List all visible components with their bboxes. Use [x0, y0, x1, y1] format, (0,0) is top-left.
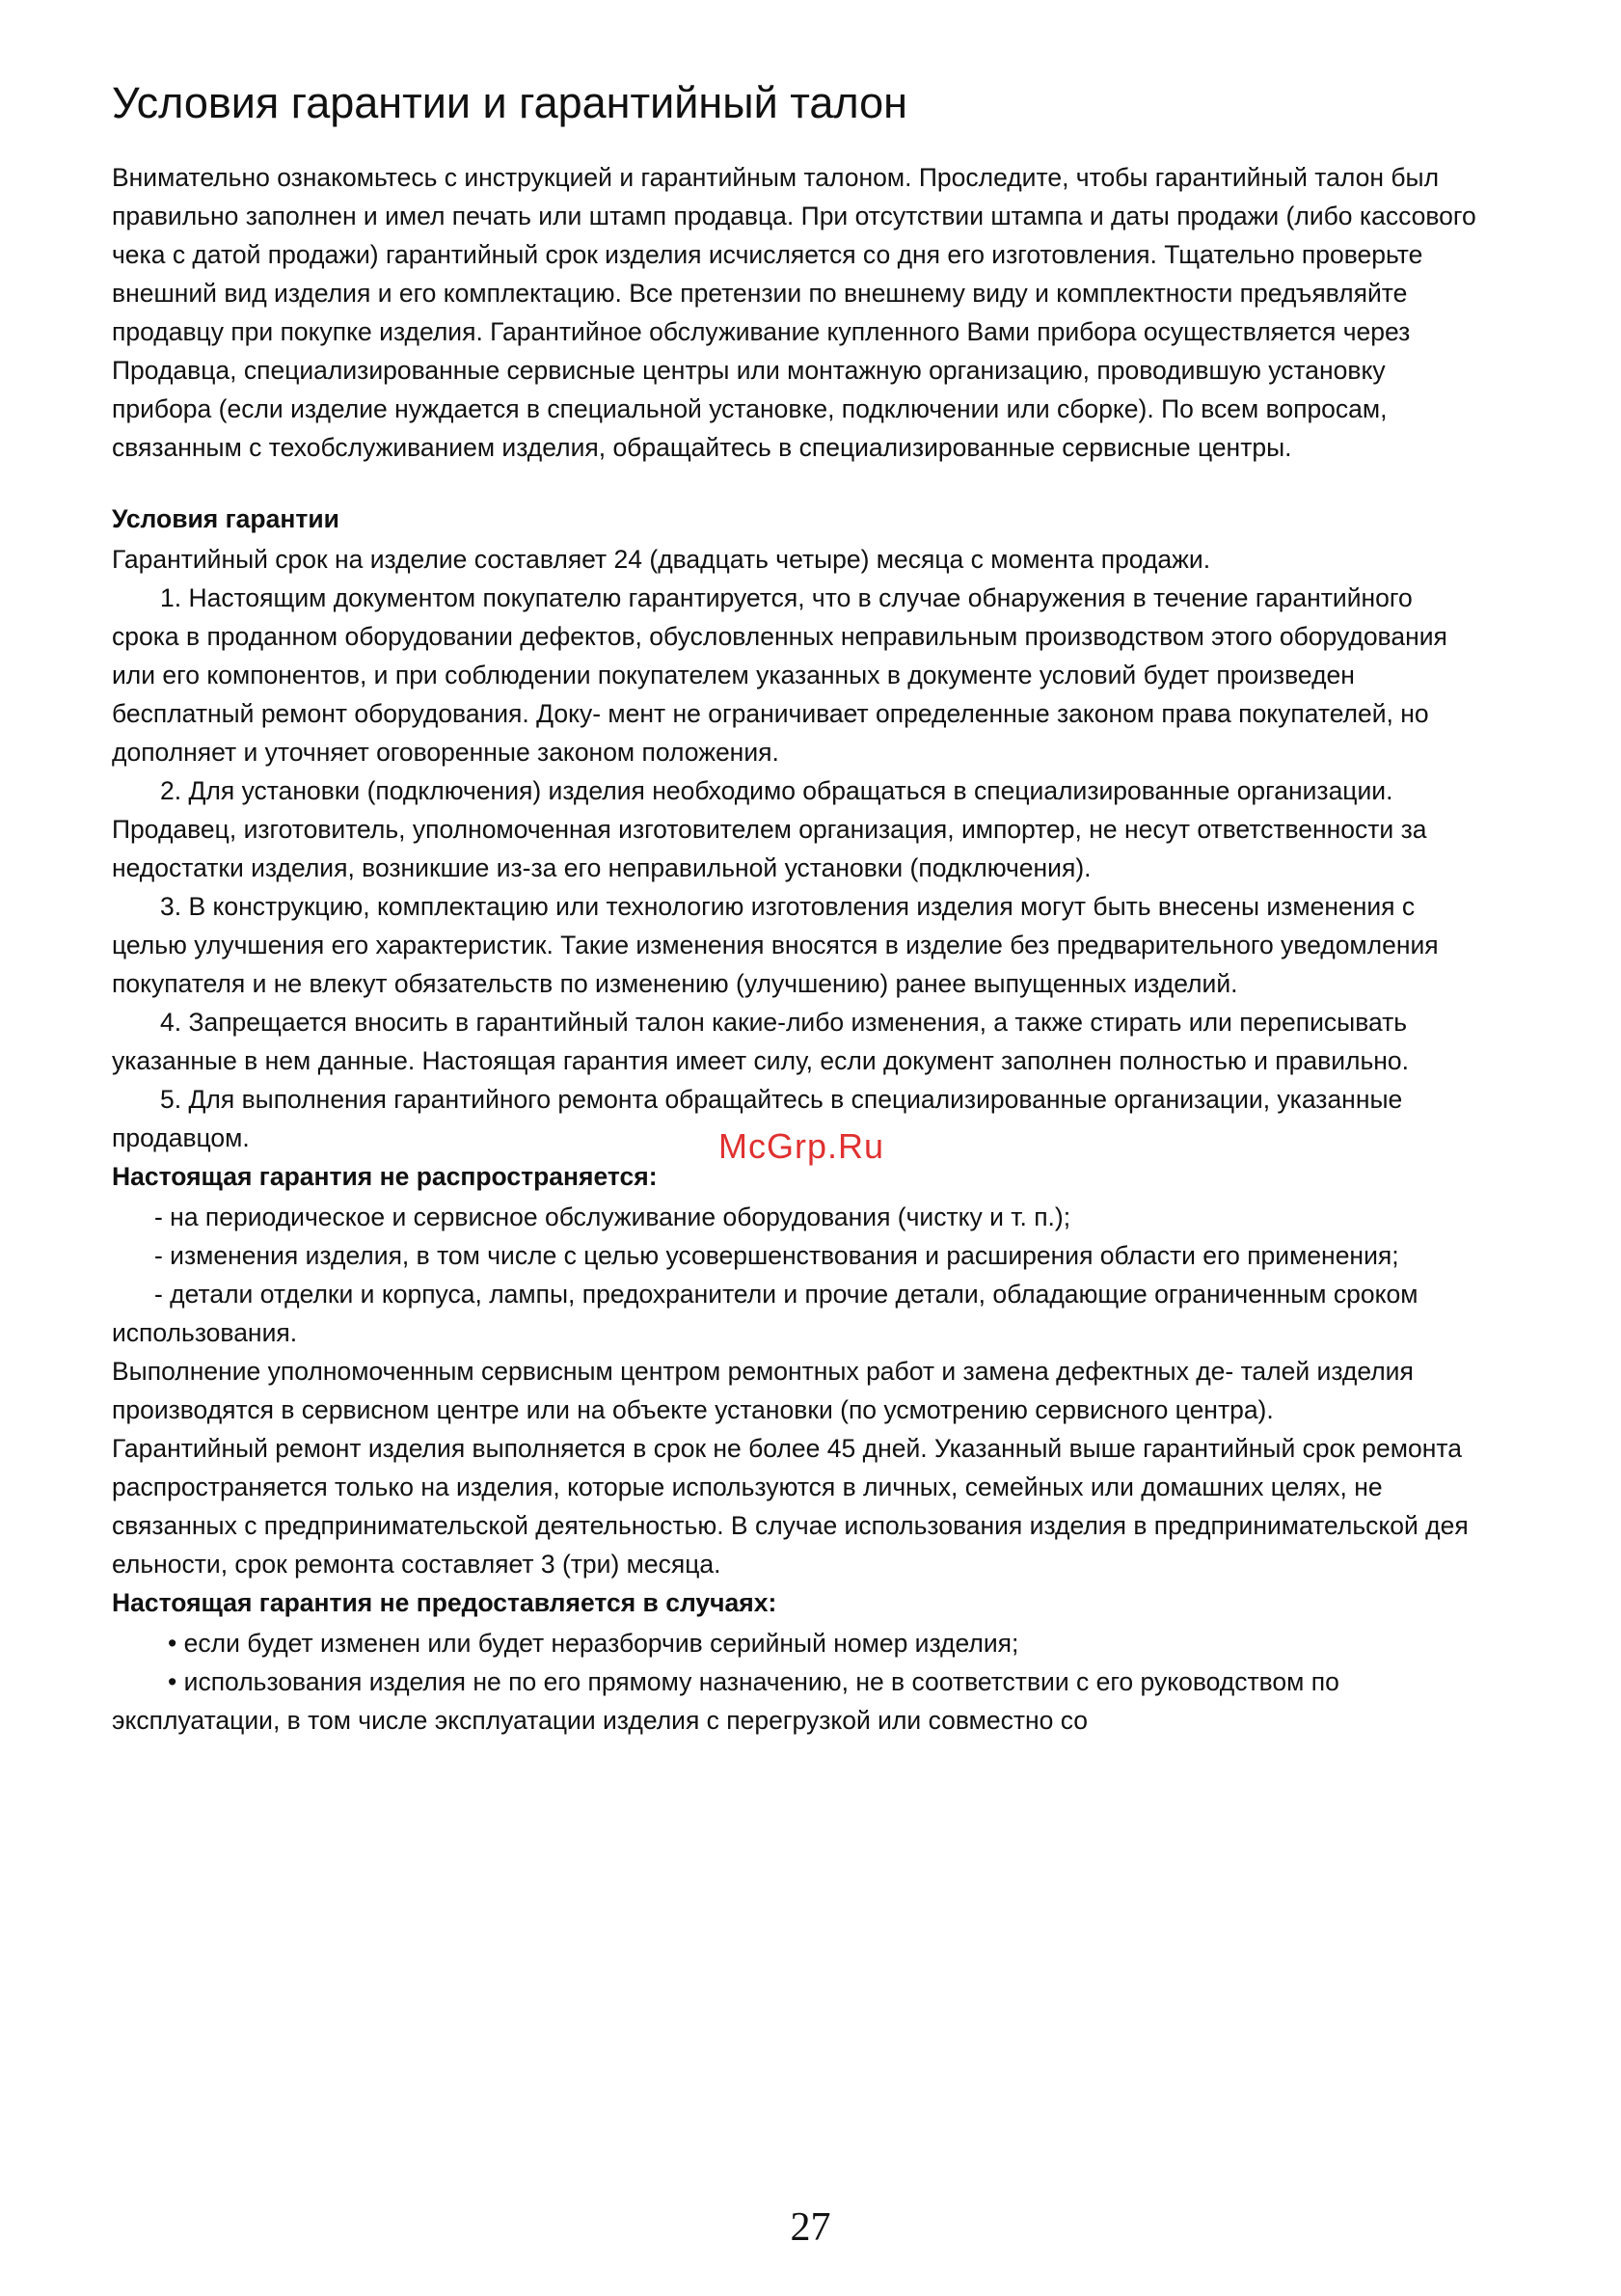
- condition-item-3: 3. В конструкцию, комплектацию или технологию изготовления изделия могут быть внесены изменения с целью улучшения его характеристик. Такие изменения вносятся в изделие без предварительного уведомления покупателя и не влекут обязательств по изменению (улучшению) ранее выпущенных изделий.: [112, 892, 1439, 998]
- watermark: McGrp.Ru: [718, 1126, 885, 1166]
- page-number: 27: [790, 2205, 831, 2250]
- warranty-term-paragraph: Гарантийный срок на изделие составляет 24 (двадцать четыре) месяца с момента продажи.: [112, 545, 1211, 574]
- condition-item-4: 4. Запрещается вносить в гарантийный талон какие-либо изменения, а также стирать или переписывать указанные в нем данные. Настоящая гарантия имеет силу, если документ заполнен полностью и правильно.: [112, 1008, 1410, 1075]
- page-title: Условия гарантии и гарантийный талон: [112, 78, 908, 127]
- document-page: [112, 77, 1481, 1740]
- exclusion-item-3: - детали отделки и корпуса, лампы, предохранители и прочие детали, обладающие ограниченным сроком использования.: [112, 1280, 1418, 1347]
- condition-item-5: 5. Для выполнения гарантийного ремонта обращайтесь в специализированные организации, указанные продавцом.: [112, 1085, 1403, 1152]
- repair-location-paragraph: Выполнение уполномоченным сервисным центром ремонтных работ и замена дефектных де- талей изделия производятся в сервисном центре или на объекте установки (по усмотрению сервисного центра).: [112, 1357, 1414, 1424]
- repair-term-paragraph: Гарантийный ремонт изделия выполняется в срок не более 45 дней. Указанный выше гарантийный срок ремонта распространяется только на изделия, которые используются в личных, семейных или домашних целях, не связанных с предпринимательской деятельностью. В случае использования изделия в предпринимательской дея ельности, срок ремонта составляет 3 (три) месяца.: [112, 1434, 1469, 1579]
- exclusion-item-1: - на периодическое и сервисное обслуживание оборудования (чистку и т. п.);: [154, 1202, 1071, 1231]
- not-provided-item-2: • использования изделия не по его прямому назначению, не в соответствии с его руководством по эксплуатации, в том числе эксплуатации изделия с перегрузкой или совместно со: [112, 1667, 1339, 1735]
- intro-paragraph: Внимательно ознакомьтесь с инструкцией и гарантийным талоном. Проследите, чтобы гарантийный талон был правильно заполнен и имел печать или штамп продавца. При отсутствии штампа и даты продажи (либо кассового чека с датой продажи) гарантийный срок изделия исчисляется со дня его изготовления. Тщательно проверьте внешний вид изделия и его комплектацию. Все претензии по внешнему виду и комплектности предъявляйте продавцу при покупке изделия. Гарантийное обслуживание купленного Вами прибора осуществляется через Продавца, специализированные сервисные центры или монтажную организацию, проводившую установку прибора (если изделие нуждается в специальной установке, подключении или сборке). По всем вопросам, связанным с техобслуживанием изделия, обращайтесь в специализированные сервисные центры.: [112, 163, 1476, 462]
- exclusion-item-2: - изменения изделия, в том числе с целью усовершенствования и расширения области его применения;: [154, 1241, 1399, 1270]
- not-provided-heading: Настоящая гарантия не предоставляется в случаях:: [112, 1588, 777, 1617]
- exclusions-heading: Настоящая гарантия не распространяется:: [112, 1162, 658, 1191]
- conditions-heading: Условия гарантии: [112, 504, 339, 533]
- not-provided-item-1: • если будет изменен или будет неразборчив серийный номер изделия;: [168, 1629, 1019, 1658]
- condition-item-2: 2. Для установки (подключения) изделия необходимо обращаться в специализированные организации. Продавец, изготовитель, уполномоченная изготовителем организация, импортер, не несут ответственности за недостатки изделия, возникшие из-за его неправильной установки (подключения).: [112, 776, 1427, 882]
- condition-item-1: 1. Настоящим документом покупателю гарантируется, что в случае обнаружения в течение гарантийного срока в проданном оборудовании дефектов, обусловленных неправильным производством этого оборудования или его компонентов, и при соблюдении покупателем указанных в документе условий будет произведен бесплатный ремонт оборудования. Доку- мент не ограничивает определенные законом права покупателей, но дополняет и уточняет оговоренные законом положения.: [112, 583, 1447, 767]
